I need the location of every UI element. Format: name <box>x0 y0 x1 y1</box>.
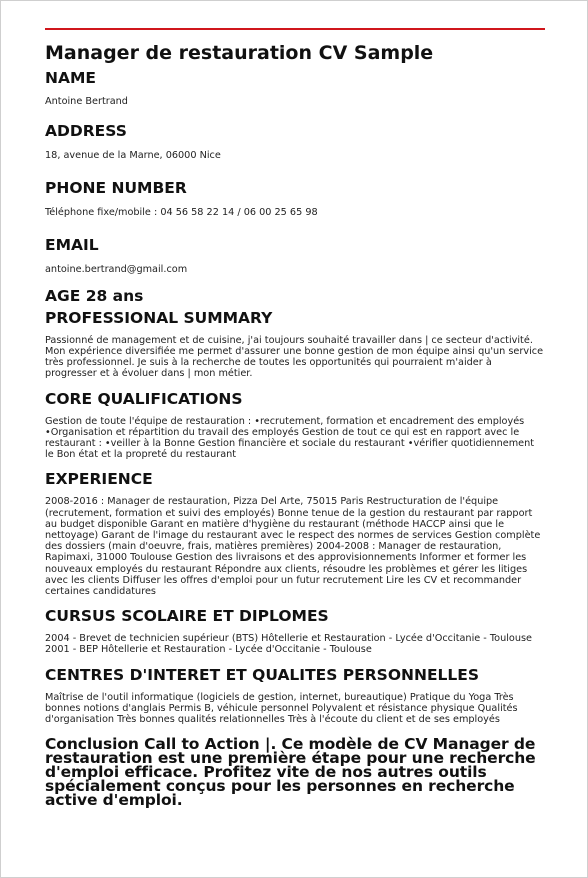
section-name-heading: NAME <box>45 69 96 87</box>
section-name <box>45 68 545 107</box>
section-centres-text: Maîtrise de l'outil informatique (logiciels de gestion, internet, bureautique) Pratique du Yoga Très bonnes notions d'anglais Permis B, véhicule personnel Polyvalent et résistance physique Qualités d'organisation Très bonnes qualités relationnelles Très à l'écoute du client et de ses employés <box>45 691 518 726</box>
section-core-text: Gestion de toute l'équipe de restauration : •recrutement, formation et encadrement des employés •Organisation et répartition du travail des employés Gestion de tout ce qui est en rapport avec le restaurant : •veiller à la Bonne Gestion financière et sociale du restaurant •vérifier quotidiennement le Bon état et la propreté du restaurant <box>45 415 535 461</box>
section-age <box>45 286 545 306</box>
section-experience-heading: EXPERIENCE <box>45 470 153 489</box>
section-address-heading: ADDRESS <box>45 122 127 141</box>
section-age-heading: AGE 28 ans <box>45 286 144 305</box>
section-email-heading: EMAIL <box>45 235 99 254</box>
section-core-heading: CORE QUALIFICATIONS <box>45 389 243 408</box>
cv-content <box>45 41 545 810</box>
document-title: Manager de restauration CV Sample <box>45 42 434 64</box>
conclusion-call-to-action: Conclusion Call to Action |. Ce modèle de CV Manager de restauration est une première étape pour une recherche d'emploi efficace. Profitez vite de nos autres outils spécialement conçus pour les personnes en recherche active d'emploi. <box>45 735 536 810</box>
section-phone-value: Téléphone fixe/mobile : 04 56 58 22 14 / 06 00 25 65 98 <box>45 207 318 219</box>
section-phone <box>45 178 545 218</box>
section-phone-heading: PHONE NUMBER <box>45 179 187 198</box>
section-address <box>45 121 545 161</box>
section-cursus <box>45 606 545 655</box>
section-experience <box>45 469 545 597</box>
section-name-value: Antoine Bertrand <box>45 96 128 107</box>
section-core-qualifications <box>45 389 545 461</box>
section-cursus-heading: CURSUS SCOLAIRE ET DIPLOMES <box>45 607 329 626</box>
section-experience-text: 2008-2016 : Manager de restauration, Pizza Del Arte, 75015 Paris Restructuration de l'équipe (recrutement, formation et suivi des employés) Bonne tenue de la gestion du restaurant par rapport au budget disponible Garant en matière d'hygiène du restaurant (méthode HACCP ainsi que le nettoyage) Garant de l'image du restaurant avec le respect des normes de services Gestion complète des dossiers (main d'oeuvre, frais, matières premières) 2004-2008 : Manager de restauration, Rapimaxi, 31000 Toulouse Gestion des livraisons et des approvisionnements Informer et former les nouveaux employés du restaurant Répondre aux clients, résoudre les problèmes et gérer les litiges avec les clients Diffuser les offres d'emploi pour un futur recrutement Lire les CV et recommander certaines candidatures <box>45 496 541 598</box>
section-centres-heading: CENTRES D'INTERET ET QUALITES PERSONNELLES <box>45 665 480 684</box>
section-address-value: 18, avenue de la Marne, 06000 Nice <box>45 150 221 162</box>
section-email-value: antoine.bertrand@gmail.com <box>45 263 188 275</box>
top-red-rule <box>45 28 545 30</box>
section-cursus-text: 2004 - Brevet de technicien supérieur (BTS) Hôtellerie et Restauration - Lycée d'Occitanie - Toulouse 2001 - BEP Hôtellerie et Restauration - Lycée d'Occitanie - Toulouse <box>45 633 532 656</box>
section-email <box>45 235 545 275</box>
section-summary-text: Passionné de management et de cuisine, j'ai toujours souhaité travailler dans | ce secteur d'activité. Mon expérience diversifiée me permet d'assurer une bonne gestion de mon équipe ainsi qu'un service très professionnel. Je suis à la recherche de toutes les opportunités qui pourraient m'aider à progresser et à évoluer dans | mon métier. <box>45 334 544 380</box>
section-centres <box>45 665 545 726</box>
section-summary <box>45 308 545 380</box>
section-summary-heading: PROFESSIONAL SUMMARY <box>45 308 273 327</box>
